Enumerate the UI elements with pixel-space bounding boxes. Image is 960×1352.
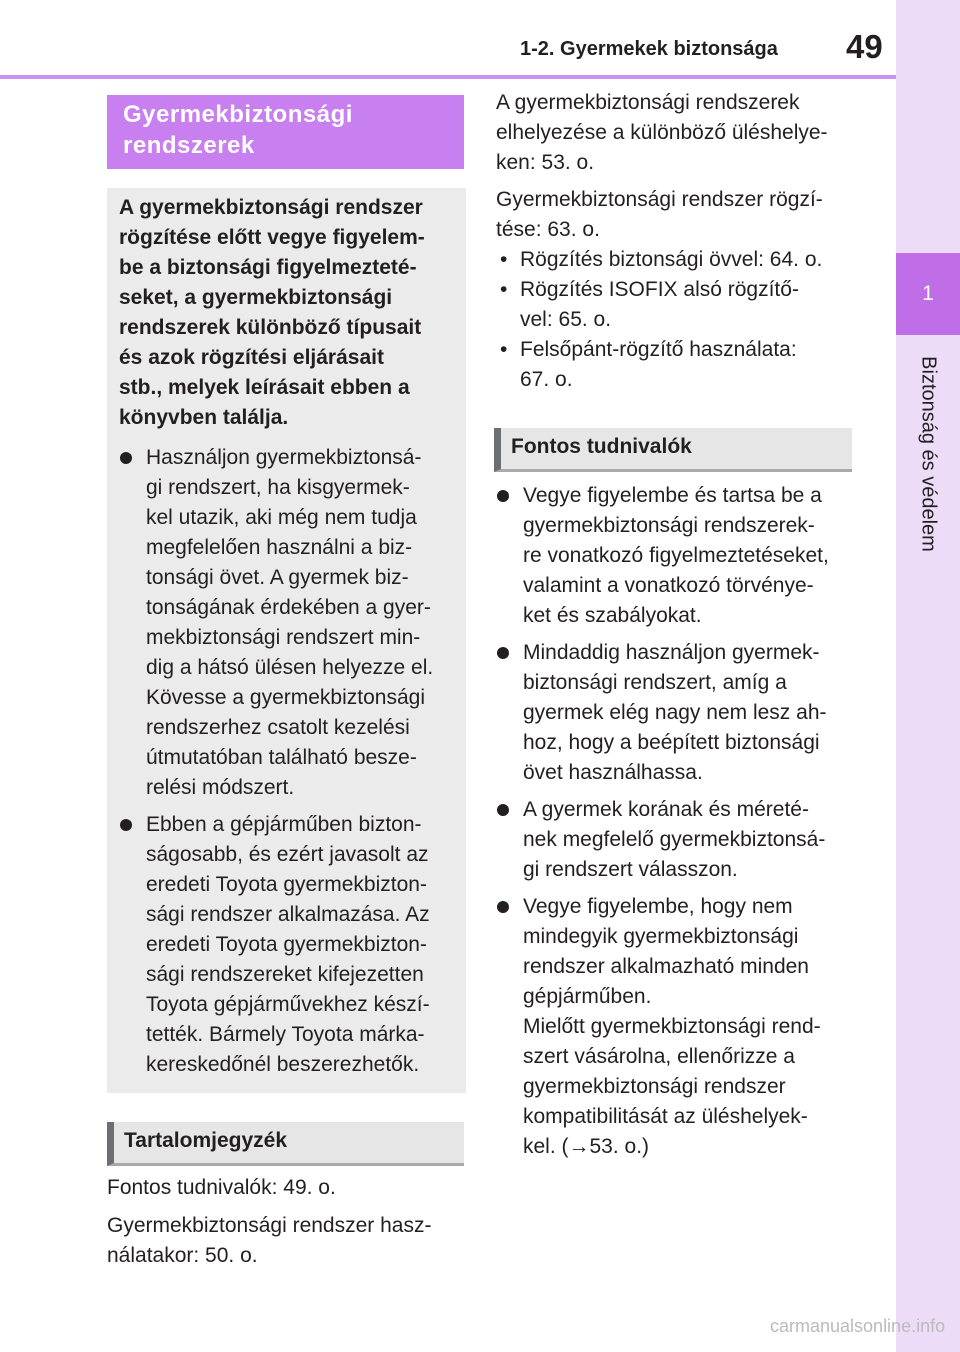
text-line: Vegye figyelembe, hogy nem: [523, 895, 793, 918]
bullet-item: [496, 481, 851, 631]
bullet-item: [496, 795, 851, 885]
text-line: nálatakor: 50. o.: [107, 1244, 258, 1267]
text-line: Mindaddig használjon gyermek-: [523, 641, 820, 664]
text-line: hoz, hogy a beépített biztonsági: [523, 731, 820, 754]
text-line: vel: 65. o.: [520, 308, 612, 331]
text-line: dig a hátsó ülésen helyezze el.: [146, 656, 434, 679]
text-line: megfelelően használni a biz-: [146, 536, 413, 559]
text-line: kereskedőnél beszerezhetők.: [146, 1053, 420, 1076]
text-line: elhelyezése a különböző üléshelye-: [496, 121, 828, 144]
chapter-side-strip: [896, 0, 960, 1352]
toc-heading: Tartalomjegyzék: [107, 1122, 464, 1166]
text-line: tonságának érdekében a gyer-: [146, 596, 431, 619]
text-line: gyermekbiztonsági rendszerek-: [523, 514, 815, 537]
text-line: Rögzítés ISOFIX alsó rögzítő-: [520, 278, 799, 301]
text-line: és azok rögzítési eljárásait: [119, 346, 384, 369]
text-line: gi rendszert válasszon.: [523, 858, 738, 881]
text-line: Gyermekbiztonsági rendszer hasz-: [107, 1214, 432, 1237]
intro-bullets: [119, 443, 454, 1080]
section-title: 1-2. Gyermekek biztonsága: [520, 38, 778, 60]
toc-entry[interactable]: Fontos tudnivalók: 49. o.: [107, 1176, 336, 1199]
text-line: valamint a vonatkozó törvénye-: [523, 574, 814, 597]
text-line: Kövesse a gyermekbiztonsági: [146, 686, 425, 709]
text-line: gi rendszert, ha kisgyermek-: [146, 476, 410, 499]
text-line: övet használhassa.: [523, 761, 703, 784]
banner-line: rendszerek: [123, 132, 255, 159]
chapter-number: 1: [922, 282, 934, 305]
text-line: gépjárműben.: [523, 985, 652, 1008]
text-line: Toyota gépjárművekhez készí-: [146, 993, 430, 1016]
bullet-item: [496, 892, 851, 1162]
text-line: rendszerek különböző típusait: [119, 316, 422, 339]
text-line: könyvben találja.: [119, 406, 289, 429]
bullet-item: [119, 810, 454, 1080]
header-rule: [0, 75, 896, 79]
text-line: Használjon gyermekbiztonsá-: [146, 446, 422, 469]
text-line: kompatibilitását az üléshelyek-: [523, 1105, 808, 1128]
text-line: Gyermekbiztonsági rendszer rögzí-: [496, 188, 823, 211]
text-line: Mielőtt gyermekbiztonsági rend-: [523, 1015, 821, 1038]
watermark: carmanualsonline.info: [770, 1316, 946, 1336]
important-bullets: [496, 481, 851, 1162]
text-line: gyermekbiztonsági rendszer: [523, 1075, 786, 1098]
text-line: tették. Bármely Toyota márka-: [146, 1023, 425, 1046]
text-line: 67. o.: [520, 368, 573, 391]
toc-entry[interactable]: [496, 88, 856, 178]
text-line: gyermek elég nagy nem lesz ah-: [523, 701, 827, 724]
text-line: Vegye figyelembe és tartsa be a: [523, 484, 822, 507]
banner-line: Gyermekbiztonsági: [123, 101, 353, 128]
toc-sub-item[interactable]: [496, 335, 856, 395]
bullet-item: [119, 443, 454, 803]
text-line: ken: 53. o.: [496, 151, 595, 174]
important-heading: Fontos tudnivalók: [494, 428, 852, 472]
toc-sub-item[interactable]: [496, 275, 856, 335]
page-number: 49: [846, 28, 883, 65]
text-line: útmutatóban található besze-: [146, 746, 417, 769]
text-line: nek megfelelő gyermekbiztonsá-: [523, 828, 826, 851]
text-line: mindegyik gyermekbiztonsági: [523, 925, 799, 948]
toc-sub-item[interactable]: [496, 245, 856, 275]
bullet-item: [496, 638, 851, 788]
text-line: rögzítése előtt vegye figyelem-: [119, 226, 425, 249]
text-line: be a biztonsági figyelmezteté-: [119, 256, 417, 279]
text-line: eredeti Toyota gyermekbizton-: [146, 873, 427, 896]
toc-entry[interactable]: [496, 185, 856, 245]
toc-entry[interactable]: [107, 1211, 467, 1271]
text-line: Rögzítés biztonsági övvel: 64. o.: [520, 248, 823, 271]
text-line: ket és szabályokat.: [523, 604, 702, 627]
toc-sub-list: [496, 245, 856, 395]
text-line: tése: 63. o.: [496, 218, 600, 241]
text-line: re vonatkozó figyelmeztetéseket,: [523, 544, 829, 567]
text-line: eredeti Toyota gyermekbizton-: [146, 933, 427, 956]
text-line: Felsőpánt-rögzítő használata:: [520, 338, 797, 361]
text-line: sági rendszereket kifejezetten: [146, 963, 424, 986]
text-line: sági rendszer alkalmazása. Az: [146, 903, 430, 926]
text-line: A gyermekbiztonsági rendszerek: [496, 91, 800, 114]
text-line: szert vásárolna, ellenőrizze a: [523, 1045, 795, 1068]
text-line: seket, a gyermekbiztonsági: [119, 286, 393, 309]
intro-text: [119, 193, 459, 433]
text-line: mekbiztonsági rendszert min-: [146, 626, 421, 649]
text-line: biztonsági rendszert, amíg a: [523, 671, 787, 694]
text-line: A gyermek korának és méreté-: [523, 798, 809, 821]
text-line: ságosabb, és ezért javasolt az: [146, 843, 429, 866]
chapter-number-tab[interactable]: [896, 253, 960, 335]
text-line: kel utazik, aki még nem tudja: [146, 506, 417, 529]
chapter-title-vertical: Biztonság és védelem: [917, 356, 940, 552]
topic-banner: [107, 95, 464, 169]
text-line: Ebben a gépjárműben bizton-: [146, 813, 422, 836]
text-line: tonsági övet. A gyermek biz-: [146, 566, 409, 589]
text-line: rendszerhez csatolt kezelési: [146, 716, 410, 739]
text-line: A gyermekbiztonsági rendszer: [119, 196, 423, 219]
text-line: stb., melyek leírásait ebben a: [119, 376, 410, 399]
text-line: relési módszert.: [146, 776, 295, 799]
text-line: rendszer alkalmazható minden: [523, 955, 809, 978]
cross-reference-link[interactable]: kel. (→53. o.): [523, 1135, 650, 1158]
